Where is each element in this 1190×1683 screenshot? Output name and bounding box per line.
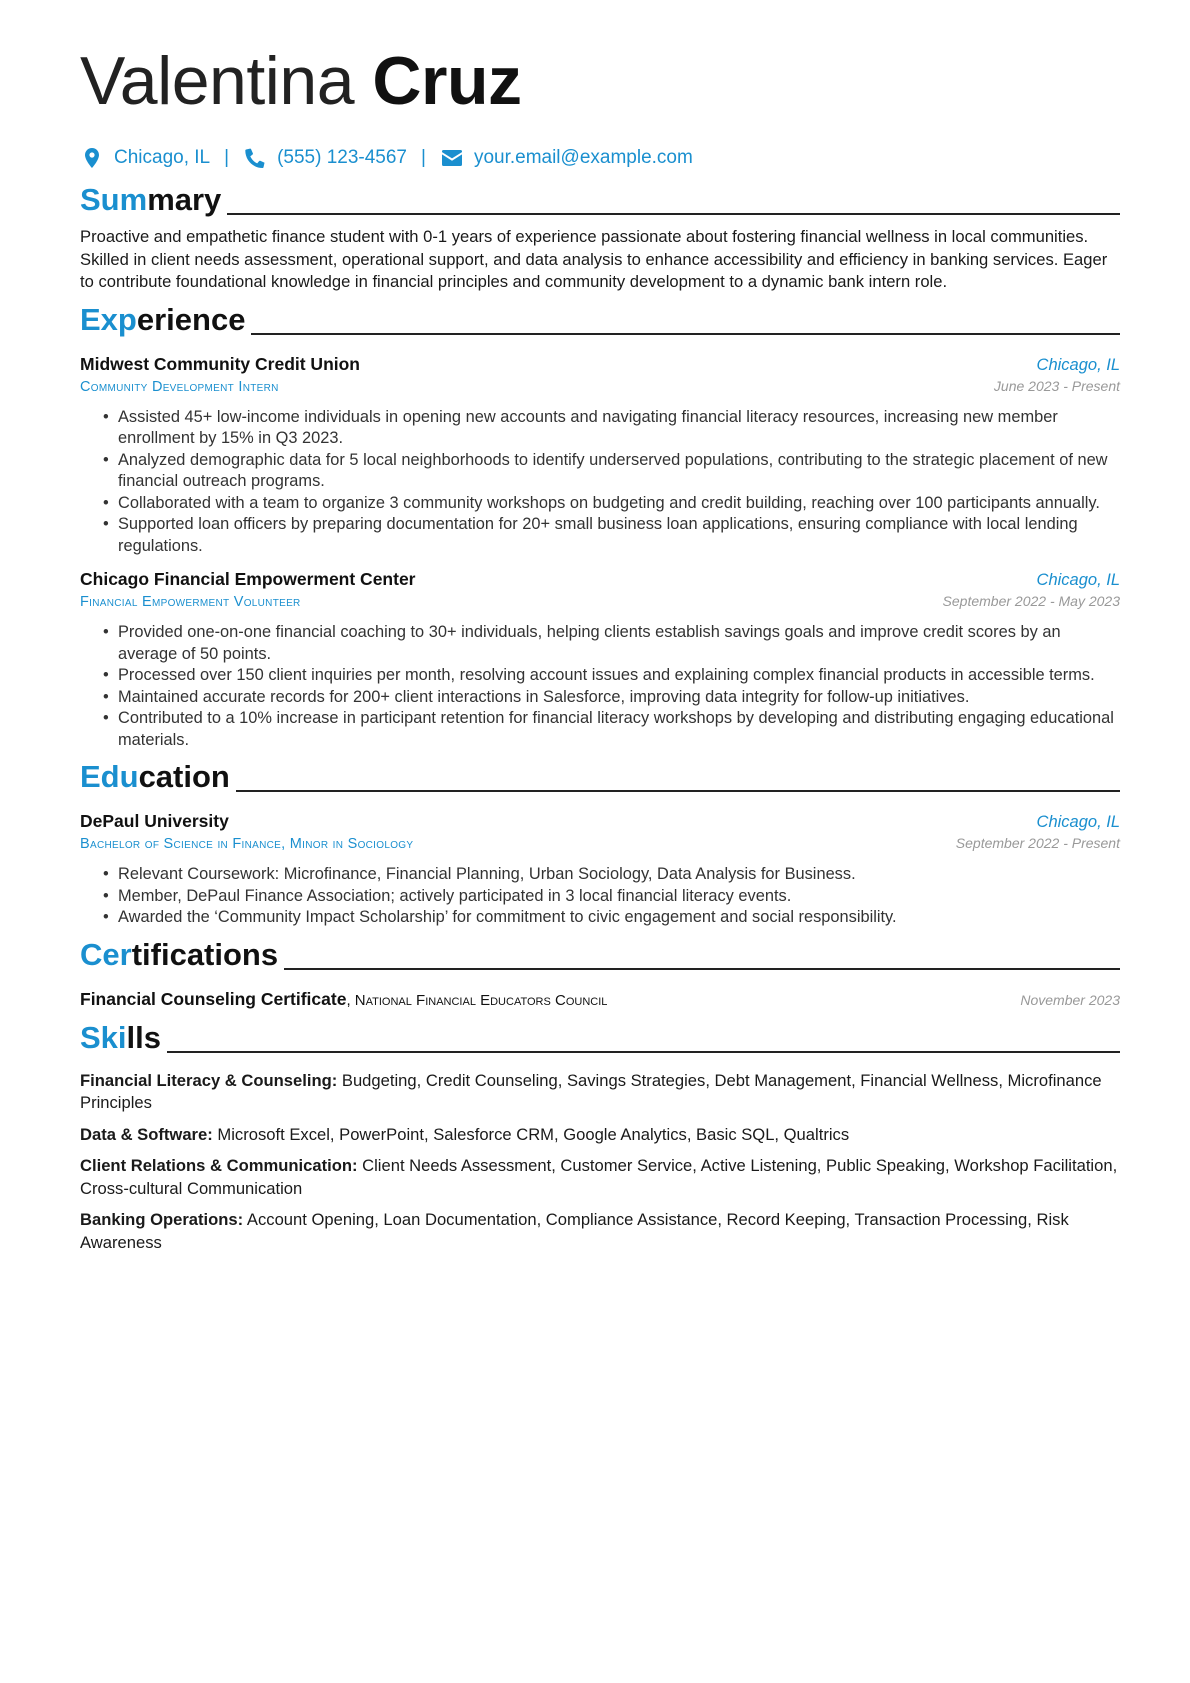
- contact-separator: |: [224, 147, 230, 168]
- bullet-item: • Supported loan officers by preparing documentation for 20+ small business loan applications, ensuring compliance with local lending regulations.: [118, 514, 1120, 557]
- email-link: your.email@example.com: [473, 147, 693, 168]
- skill-category: Data & Software:: [80, 1124, 213, 1144]
- skill-group: [80, 1070, 1120, 1115]
- entry-dates: September 2022 - May 2023: [942, 593, 1120, 609]
- entry-location: Chicago, IL: [1036, 571, 1120, 589]
- entry-bullets: [80, 407, 1120, 558]
- entry-location: Chicago, IL: [1036, 813, 1120, 831]
- skill-items: Client Needs Assessment, Customer Service, Active Listening, Public Speaking, Workshop Facilitation, Cross-cultural Communication: [80, 1156, 1118, 1198]
- summary-heading-accent: Sum: [80, 182, 148, 217]
- experience-heading: [80, 300, 1120, 340]
- education-entry: [80, 811, 1120, 929]
- section-rule: [227, 213, 1120, 215]
- skills-heading: [80, 1018, 1120, 1058]
- skill-items: Microsoft Excel, PowerPoint, Salesforce CRM, Google Analytics, Basic SQL, Qualtrics: [217, 1124, 850, 1144]
- first-name: Valentina: [80, 43, 355, 119]
- section-rule: [284, 968, 1120, 970]
- entry-bullets: [80, 622, 1120, 751]
- map-marker-icon: [80, 146, 104, 170]
- skill-category: Client Relations & Communication:: [80, 1156, 358, 1175]
- entry-organization: Midwest Community Credit Union: [80, 353, 360, 374]
- section-rule: [167, 1051, 1120, 1053]
- summary-text: Proactive and empathetic finance student with 0-1 years of experience passionate about fostering financial wellness in local communities. Skilled in client needs assessment, operational support, and data analysis to enhance accessibility and efficiency in banking services. Eager to contribute foundational knowledge in financial principles and community development to a dynamic bank intern role.: [80, 227, 1108, 291]
- certifications-heading: [80, 935, 1120, 975]
- entry-dates: June 2023 - Present: [993, 377, 1120, 394]
- contact-line: [80, 144, 1120, 172]
- skills-heading-rest: lls: [126, 1019, 161, 1055]
- summary-heading: [80, 180, 1120, 220]
- entry-organization: Chicago Financial Empowerment Center: [80, 569, 416, 589]
- bullet-item: • Collaborated with a team to organize 3 community workshops on budgeting and credit building, reaching over 100 participants annually.: [118, 493, 1120, 515]
- experience-heading-accent: Exp: [80, 301, 137, 337]
- summary-heading-rest: mary: [147, 182, 222, 217]
- last-name: Cruz: [372, 43, 522, 119]
- certification-item: [80, 989, 1120, 1010]
- envelope-icon: [440, 146, 464, 170]
- phone-text: (555) 123-4567: [277, 147, 407, 168]
- skill-items: Account Opening, Loan Documentation, Compliance Assistance, Record Keeping, Transaction Processing, Risk Awareness: [80, 1210, 1069, 1252]
- education-heading-rest: cation: [138, 759, 230, 794]
- education-heading: [80, 757, 1120, 797]
- experience-heading-rest: erience: [136, 301, 246, 337]
- bullet-item: • Awarded the ‘Community Impact Scholarship’ for commitment to civic engagement and social responsibility.: [118, 907, 1120, 929]
- entry-location: Chicago, IL: [1036, 355, 1120, 374]
- contact-location: [80, 146, 210, 170]
- entry-bullets: [80, 864, 1120, 929]
- bullet-item: • Assisted 45+ low-income individuals in opening new accounts and navigating financial literacy resources, increasing new member enrollment by 15% in Q3 2023.: [118, 407, 1120, 450]
- bullet-item: • Provided one-on-one financial coaching to 30+ individuals, helping clients establish savings goals and improve credit scores by an average of 50 points.: [118, 622, 1120, 665]
- section-rule: [251, 333, 1120, 335]
- certification-date: November 2023: [1020, 991, 1120, 1008]
- contact-phone[interactable]: [243, 146, 407, 170]
- section-rule: [236, 790, 1120, 792]
- certification-name: Financial Counseling Certificate: [80, 988, 347, 1009]
- bullet-item: • Member, DePaul Finance Association; actively participated in 3 local financial literacy events.: [118, 886, 1120, 908]
- entry-role: Financial Empowerment Volunteer: [80, 594, 301, 610]
- certification-issuer: National Financial Educators Council: [354, 991, 608, 1009]
- experience-entry: [80, 354, 1120, 558]
- contact-email[interactable]: [440, 146, 693, 170]
- certifications-heading-accent: Cer: [80, 936, 132, 972]
- education-heading-accent: Edu: [80, 759, 139, 794]
- skill-category: Banking Operations:: [80, 1210, 244, 1229]
- candidate-name: [80, 40, 1120, 122]
- skill-group: [80, 1155, 1120, 1200]
- skill-group: [80, 1124, 1120, 1147]
- entry-role: Community Development Intern: [80, 378, 279, 395]
- contact-separator: |: [421, 147, 426, 168]
- bullet-item: • Analyzed demographic data for 5 local neighborhoods to identify underserved populations, contributing to the strategic placement of new financial outreach programs.: [118, 450, 1120, 493]
- skills-heading-accent: Ski: [80, 1019, 127, 1055]
- experience-entry: [80, 569, 1120, 751]
- location-text: Chicago, IL: [114, 147, 211, 168]
- bullet-item: • Maintained accurate records for 200+ client interactions in Salesforce, improving data integrity for follow-up initiatives.: [118, 687, 1120, 709]
- bullet-item: • Relevant Coursework: Microfinance, Financial Planning, Urban Sociology, Data Analysis for Business.: [118, 864, 1120, 886]
- bullet-item: • Contributed to a 10% increase in participant retention for financial literacy workshops by developing and distributing engaging educational materials.: [118, 708, 1120, 751]
- bullet-item: • Processed over 150 client inquiries per month, resolving account issues and explaining complex financial products in accessible terms.: [118, 665, 1120, 687]
- entry-role: Bachelor of Science in Finance, Minor in Sociology: [80, 836, 414, 852]
- certifications-heading-rest: tifications: [131, 936, 279, 972]
- entry-organization: DePaul University: [80, 811, 229, 831]
- resume-page: [80, 40, 1120, 1254]
- skill-group: [80, 1209, 1120, 1254]
- phone-icon: [243, 146, 267, 170]
- entry-dates: September 2022 - Present: [955, 835, 1120, 851]
- certification-separator: ,: [346, 991, 355, 1009]
- skill-items: Budgeting, Credit Counseling, Savings Strategies, Debt Management, Financial Wellness, Microfinance Principles: [80, 1070, 1102, 1112]
- skill-category: Financial Literacy & Counseling:: [80, 1070, 338, 1090]
